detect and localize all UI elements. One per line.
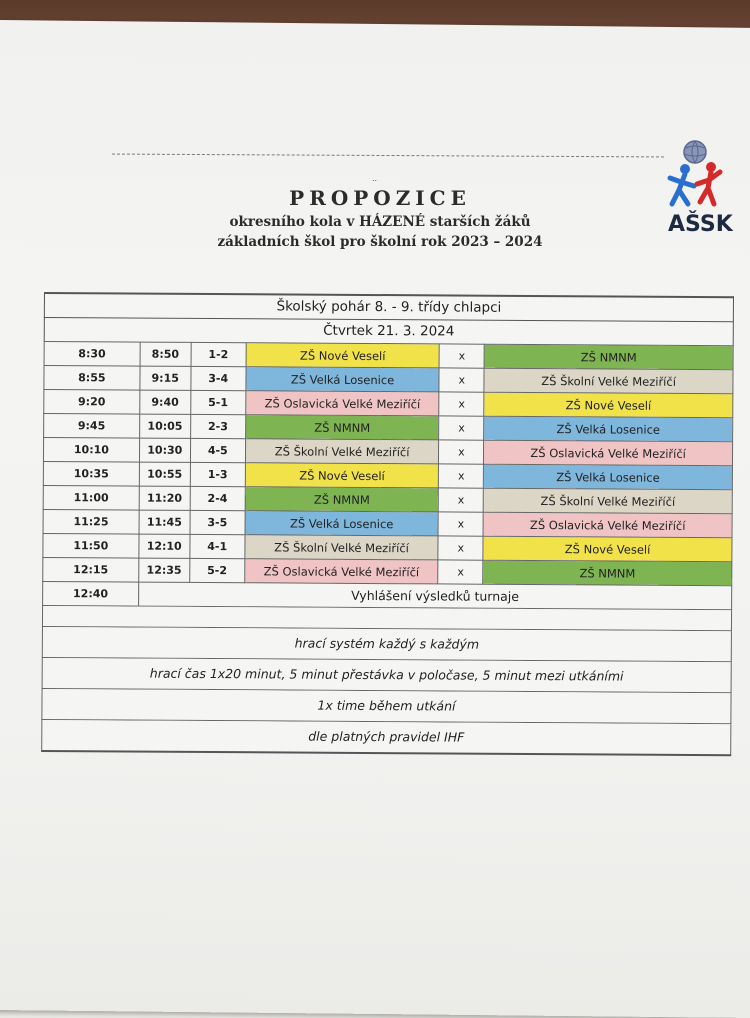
home-team: ZŠ Školní Velké Meziříčí (245, 439, 439, 464)
match-start-time: 11:50 (43, 533, 139, 558)
home-team: ZŠ Oslavická Velké Meziříčí (246, 391, 440, 416)
versus-mark: x (439, 392, 484, 416)
note-rules: dle platných pravidel IHF (41, 720, 731, 756)
match-start-time: 10:10 (43, 438, 139, 463)
note-game-system: hrací systém každý s každým (42, 627, 732, 662)
match-pairing: 5-1 (191, 390, 246, 414)
match-end-time: 11:45 (139, 510, 190, 534)
match-pairing: 1-3 (190, 462, 245, 486)
away-team: ZŠ Oslavická Velké Meziříčí (483, 512, 732, 538)
home-team: ZŠ Nové Veselí (245, 463, 439, 488)
versus-mark: x (438, 536, 483, 560)
home-team: ZŠ Oslavická Velké Meziříčí (245, 559, 439, 584)
match-start-time: 11:00 (43, 485, 139, 510)
match-pairing: 1-2 (191, 342, 246, 366)
match-pairing: 3-5 (190, 510, 245, 534)
match-start-time: 8:55 (44, 366, 140, 391)
document-title: PROPOZICE (289, 186, 471, 210)
away-team: ZŠ NMNM (484, 344, 733, 370)
document-subtitle-1: okresního kola v HÁZENÉ starších žáků (229, 214, 531, 230)
home-team: ZŠ Školní Velké Meziříčí (245, 535, 439, 560)
match-end-time: 10:30 (139, 438, 190, 462)
versus-mark: x (439, 368, 484, 392)
away-team: ZŠ Velká Losenice (484, 464, 733, 490)
versus-mark: x (439, 440, 484, 464)
match-end-time: 8:50 (140, 342, 191, 366)
match-end-time: 12:10 (139, 534, 190, 558)
match-end-time: 11:20 (139, 486, 190, 510)
logo-text: AŠSK (668, 212, 733, 237)
event-date: Čtvrtek 21. 3. 2024 (44, 317, 734, 345)
away-team: ZŠ Školní Velké Meziříčí (483, 488, 732, 514)
match-start-time: 9:45 (44, 414, 140, 439)
versus-mark: x (438, 560, 483, 584)
versus-mark: x (439, 416, 484, 440)
match-pairing: 3-4 (191, 366, 246, 390)
match-pairing: 5-2 (189, 558, 244, 582)
match-start-time: 12:15 (43, 557, 139, 582)
match-end-time: 9:40 (140, 390, 191, 414)
match-start-time: 10:35 (43, 461, 139, 486)
match-end-time: 10:05 (139, 414, 190, 438)
document-subtitle-2: základních škol pro školní rok 2023 – 2024 (217, 234, 543, 250)
competition-title: Školský pohár 8. - 9. třídy chlapci (44, 292, 734, 321)
results-time: 12:40 (43, 581, 139, 606)
match-start-time: 11:25 (43, 509, 139, 534)
away-team: ZŠ Velká Losenice (484, 416, 733, 442)
home-team: ZŠ NMNM (245, 487, 439, 512)
away-team: ZŠ Oslavická Velké Meziříčí (484, 440, 733, 466)
dotted-separator (112, 154, 664, 158)
versus-mark: x (439, 488, 484, 512)
match-pairing: 2-3 (190, 414, 245, 438)
match-start-time: 9:20 (44, 390, 140, 415)
home-team: ZŠ Velká Losenice (246, 367, 440, 392)
note-game-time: hrací čas 1x20 minut, 5 minut přestávka v poločase, 5 minut mezi utkáními (42, 658, 732, 693)
away-team: ZŠ Nové Veselí (484, 392, 733, 418)
schedule-table (42, 341, 734, 610)
home-team: ZŠ NMNM (245, 415, 439, 440)
note-timeout: 1x time během utkání (41, 689, 731, 724)
results-label: Vyhlášení výsledků turnaje (138, 582, 731, 610)
home-team: ZŠ Velká Losenice (245, 511, 439, 536)
match-end-time: 12:35 (139, 558, 190, 582)
versus-mark: x (439, 344, 484, 368)
header-mark: .. (372, 174, 378, 183)
away-team: ZŠ Nové Veselí (483, 536, 732, 562)
away-team: ZŠ Školní Velké Meziříčí (484, 368, 733, 394)
home-team: ZŠ Nové Veselí (246, 343, 440, 368)
match-pairing: 2-4 (190, 486, 245, 510)
away-team: ZŠ NMNM (483, 560, 732, 586)
versus-mark: x (438, 512, 483, 536)
schedule-sheet (41, 292, 734, 756)
match-pairing: 4-1 (190, 534, 245, 558)
match-end-time: 9:15 (140, 366, 191, 390)
match-end-time: 10:55 (139, 462, 190, 486)
versus-mark: x (439, 464, 484, 488)
match-pairing: 4-5 (190, 438, 245, 462)
results-row (43, 581, 732, 609)
match-start-time: 8:30 (44, 342, 140, 367)
